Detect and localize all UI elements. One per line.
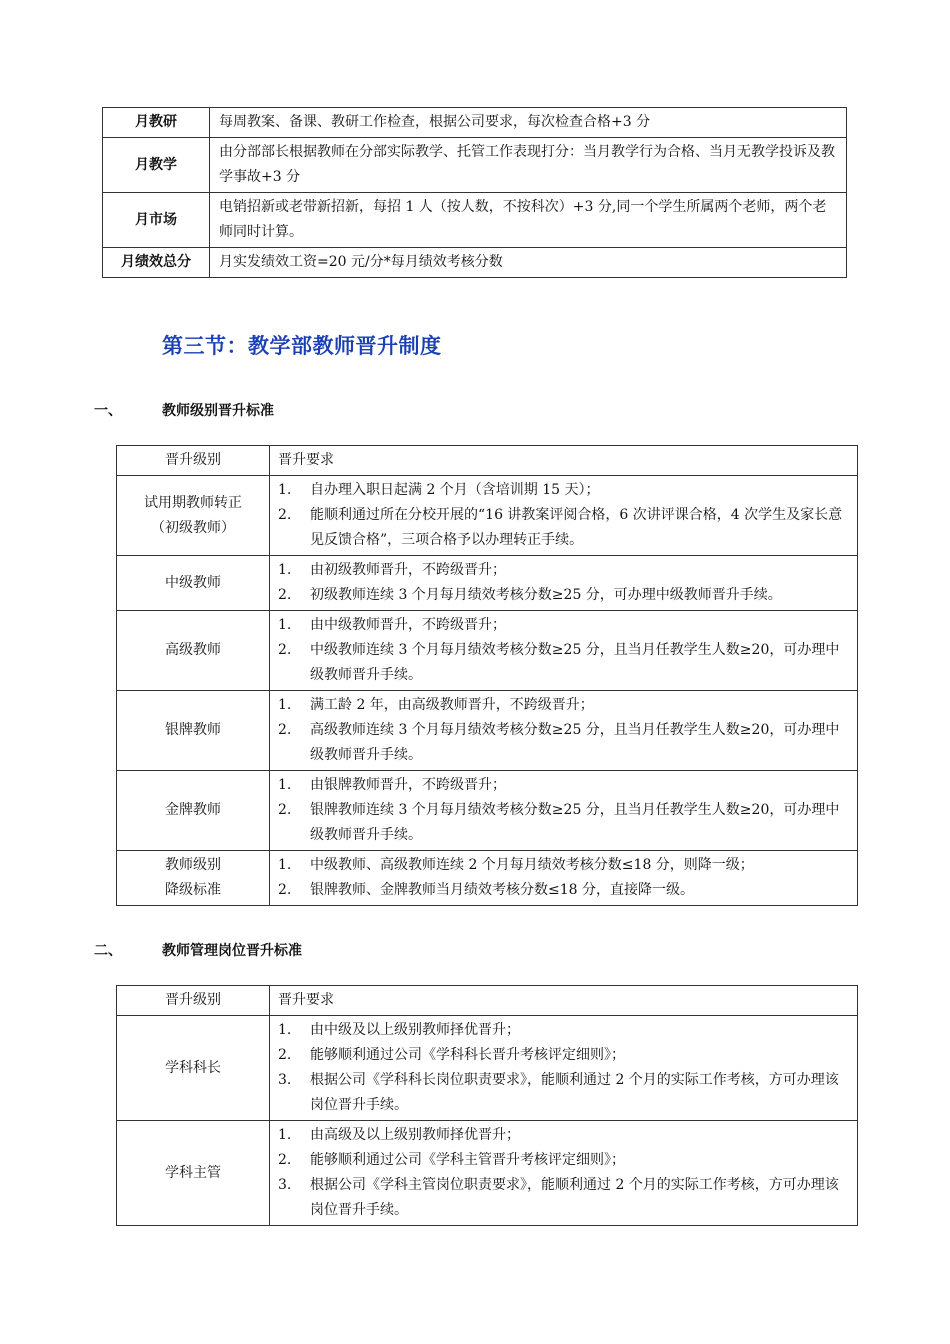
table-row [117,611,858,691]
row-label: 月绩效总分 [103,248,210,278]
header-row [117,446,858,476]
item-text: 由初级教师晋升，不跨级晋升； [310,562,506,578]
part1-heading [94,400,494,422]
level-name: 金牌教师 [165,802,221,818]
row-value: 由分部部长根据教师在分部实际教学、托管工作表现打分：当月教学行为合格、当月无教学投诉及教学事故+3 分 [210,138,847,193]
item-text: 中级教师、高级教师连续 2 个月每月绩效考核分数≤18 分，则降一级； [310,857,754,873]
item-number: 2. [278,1047,292,1063]
item-number: 2. [278,802,292,818]
item-number: 1. [278,697,292,713]
item-text: 由中级教师晋升，不跨级晋升； [310,617,506,633]
header-row [117,986,858,1016]
table-row [103,138,847,193]
requirement-item [278,853,851,878]
requirement-list [278,1123,851,1223]
requirement-item [278,1148,851,1173]
requirement-cell [270,1121,858,1226]
item-number: 1. [278,1127,292,1143]
item-text: 银牌教师、金牌教师当月绩效考核分数≤18 分，直接降一级。 [310,882,694,898]
level-cell [117,851,270,906]
item-text: 由高级及以上级别教师择优晋升； [310,1127,520,1143]
table-row [117,556,858,611]
item-text: 初级教师连续 3 个月每月绩效考核分数≥25 分，可办理中级教师晋升手续。 [310,587,782,603]
header-requirement: 晋升要求 [270,986,858,1016]
table-row [103,193,847,248]
table-row [117,476,858,556]
item-number: 1. [278,777,292,793]
item-text: 能够顺利通过公司《学科科长晋升考核评定细则》； [310,1047,625,1063]
level-cell [117,691,270,771]
row-value: 月实发绩效工资=20 元/分*每月绩效考核分数 [210,248,847,278]
requirement-item [278,1068,851,1118]
item-text: 根据公司《学科科长岗位职责要求》，能顺利通过 2 个月的实际工作考核，方可办理该岗位晋升手续。 [310,1072,839,1113]
level-cell [117,1016,270,1121]
part2-number: 二、 [94,943,122,959]
level-name: 试用期教师转正 [144,494,242,511]
part1-title: 教师级别晋升标准 [162,403,274,419]
item-number: 1. [278,1022,292,1038]
requirement-cell [270,476,858,556]
performance-score-table [102,107,847,278]
table-row [117,771,858,851]
item-number: 2. [278,587,292,603]
table-row [117,691,858,771]
management-promotion-table [116,985,858,1226]
requirement-cell [270,851,858,906]
requirement-item [278,718,851,768]
requirement-cell [270,691,858,771]
item-text: 由中级及以上级别教师择优晋升； [310,1022,520,1038]
item-number: 1. [278,617,292,633]
requirement-item [278,583,851,608]
level-name: 中级教师 [165,574,221,591]
item-text: 中级教师连续 3 个月每月绩效考核分数≥25 分，且当月任教学生人数≥20，可办理中级教师晋升手续。 [310,642,840,683]
section-title: 第三节：教学部教师晋升制度 [162,334,442,358]
item-text: 由银牌教师晋升，不跨级晋升； [310,777,506,793]
requirement-item [278,613,851,638]
item-number: 2. [278,507,292,523]
item-number: 2. [278,722,292,738]
requirement-item [278,478,851,503]
requirement-cell [270,611,858,691]
requirement-item [278,1123,851,1148]
requirement-item [278,773,851,798]
requirement-list [278,773,851,848]
requirement-item [278,693,851,718]
teacher-level-promotion-table [116,445,858,906]
requirement-list [278,613,851,688]
part2-heading [94,940,494,962]
requirement-list [278,1018,851,1118]
level-name: 教师级别 [165,857,221,873]
requirement-list [278,558,851,608]
item-number: 3. [278,1177,292,1193]
requirement-item [278,1018,851,1043]
part2-title: 教师管理岗位晋升标准 [162,943,302,959]
row-value: 电销招新或老带新招新，每招 1 人（按人数，不按科次）+3 分,同一个学生所属两个老师，两个老师同时计算。 [210,193,847,248]
level-cell [117,611,270,691]
requirement-item [278,1043,851,1068]
requirement-cell [270,556,858,611]
requirement-list [278,853,851,903]
row-label: 月教研 [103,108,210,138]
item-text: 能够顺利通过公司《学科主管晋升考核评定细则》； [310,1152,625,1168]
requirement-cell [270,771,858,851]
table-row [103,248,847,278]
requirement-list [278,478,851,553]
level-cell [117,556,270,611]
item-number: 1. [278,562,292,578]
table-row [117,1121,858,1226]
item-number: 2. [278,1152,292,1168]
level-cell [117,1121,270,1226]
header-level: 晋升级别 [117,986,270,1016]
part1-number: 一、 [94,403,122,419]
requirement-item [278,798,851,848]
requirement-item [278,638,851,688]
item-number: 2. [278,882,292,898]
item-text: 自办理入职日起满 2 个月（含培训期 15 天）； [310,482,600,498]
level-cell [117,771,270,851]
level-cell [117,476,270,556]
level-name: 学科科长 [165,1059,221,1076]
row-label: 月教学 [103,138,210,193]
level-name: 学科主管 [165,1164,221,1181]
item-text: 满工龄 2 年，由高级教师晋升，不跨级晋升； [310,697,594,713]
header-level: 晋升级别 [117,446,270,476]
table-row [117,1016,858,1121]
level-name: 降级标准 [165,882,221,898]
item-text: 高级教师连续 3 个月每月绩效考核分数≥25 分，且当月任教学生人数≥20，可办理中级教师晋升手续。 [310,722,840,763]
requirement-item [278,503,851,553]
level-name: 银牌教师 [165,722,221,738]
requirement-item [278,558,851,583]
level-name: （初级教师） [151,519,235,536]
level-name: 高级教师 [165,642,221,658]
header-requirement: 晋升要求 [270,446,858,476]
row-value: 每周教案、备课、教研工作检查，根据公司要求，每次检查合格+3 分 [210,108,847,138]
requirement-item [278,1173,851,1223]
item-text: 根据公司《学科主管岗位职责要求》，能顺利通过 2 个月的实际工作考核，方可办理该岗位晋升手续。 [310,1177,839,1218]
item-text: 银牌教师连续 3 个月每月绩效考核分数≥25 分，且当月任教学生人数≥20，可办理中级教师晋升手续。 [310,802,840,843]
requirement-list [278,693,851,768]
item-number: 2. [278,642,292,658]
requirement-cell [270,1016,858,1121]
table-row [103,108,847,138]
item-number: 1. [278,482,292,498]
item-text: 能顺利通过所在分校开展的“16 讲教案评阅合格，6 次讲评课合格，4 次学生及家长意见反馈合格”，三项合格予以办理转正手续。 [310,507,843,548]
requirement-item [278,878,851,903]
table-row [117,851,858,906]
item-number: 1. [278,857,292,873]
item-number: 3. [278,1072,292,1088]
row-label: 月市场 [103,193,210,248]
